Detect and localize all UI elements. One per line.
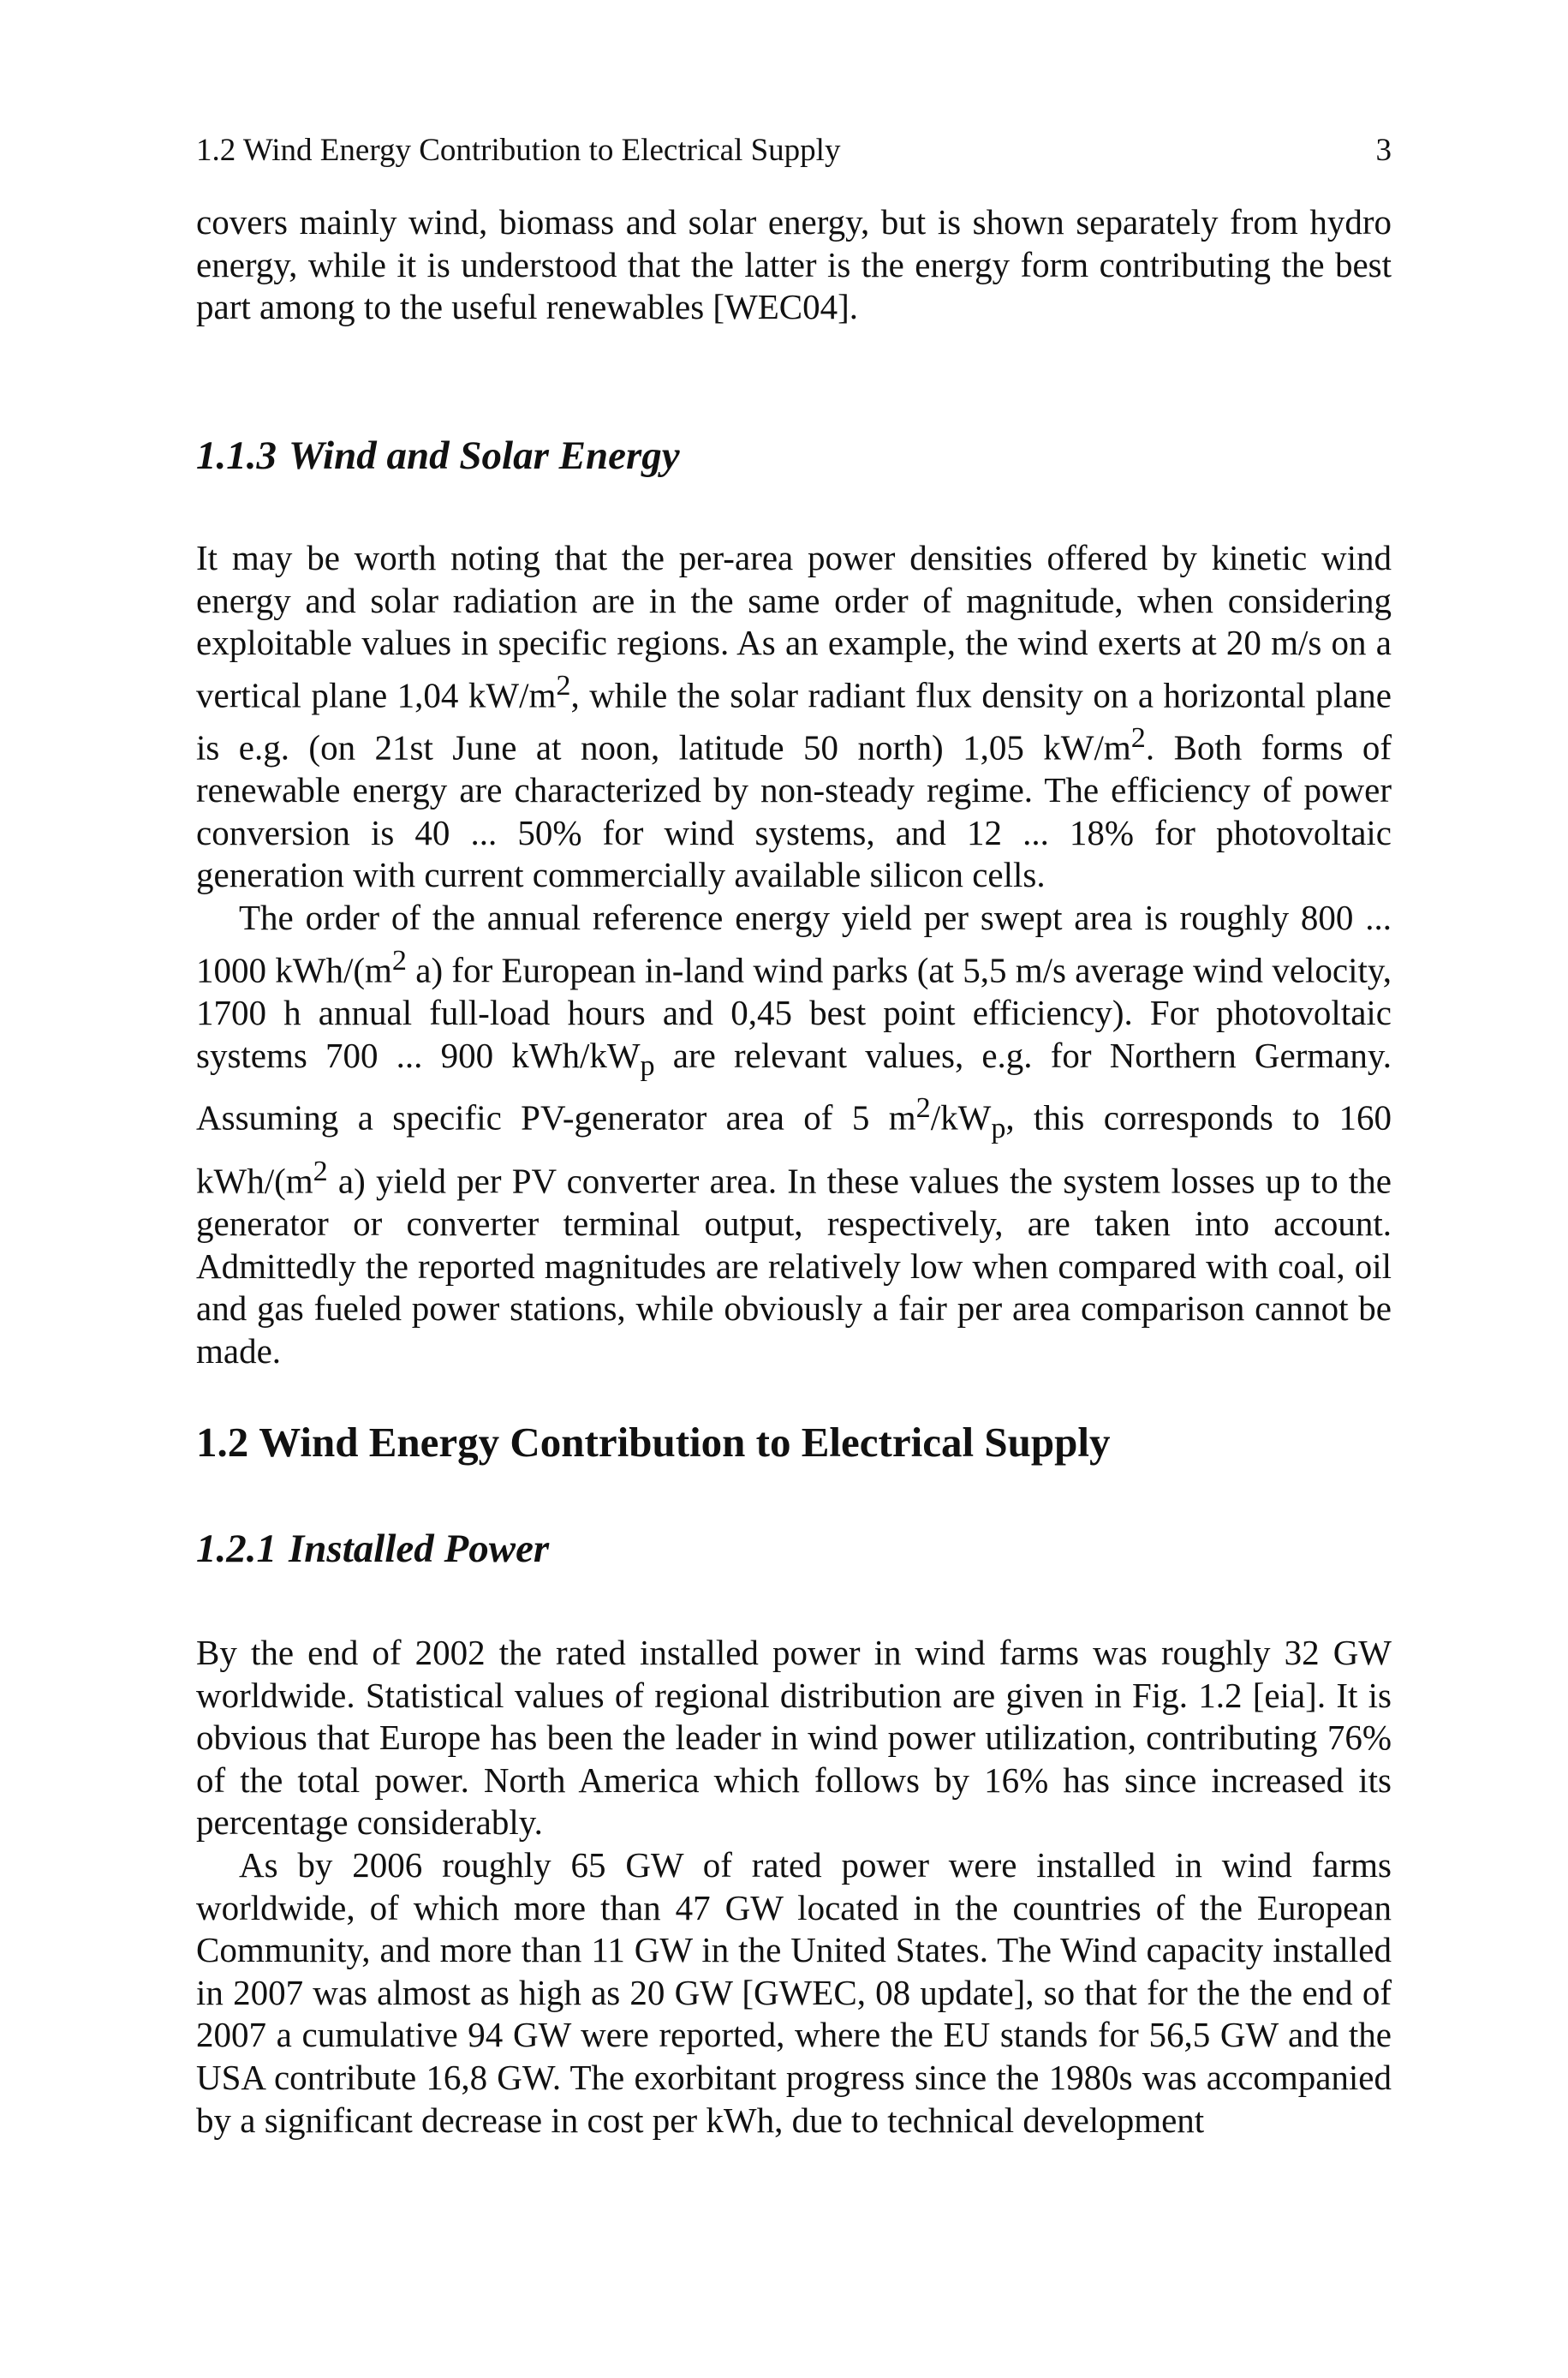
paragraph-installed-2002: By the end of 2002 the rated installed power in wind farms was roughly 32 GW worldwide. Statistical values of regional distribution are given in Fig. 1.2 [eia]. It is obvious that Europe has been the leader in wind power utilization, contributing 76% of the total power. North America which follows by 16% has since increased its percentage considerably. <box>196 1633 1392 1843</box>
section-number: 1.1.3 <box>196 433 277 478</box>
section-title: Wind and Solar Energy <box>289 433 680 478</box>
running-title: 1.2 Wind Energy Contribution to Electrical Supply <box>196 133 841 168</box>
section-1-2-heading <box>196 1418 1110 1467</box>
paragraph-power-densities: It may be worth noting that the per-area power densities offered by kinetic wind energy and solar radiation are in the same order of magnitude, when considering exploitable values in specific regions. As an example, the wind exerts at 20 m/s on a vertical plane 1,04 $kW/m^2$, while the solar radiant flux density on a horizontal plane is e.g. (on 21st June at noon, latitude 50 north) 1,05 $kW/m^2$. Both forms of renewable energy are characterized by non-steady regime. The efficiency of power conversion is 40 ... 50% for wind systems, and 12 ... 18% for photovoltaic generation with current commercially available silicon cells. <box>196 538 1392 895</box>
section-number: 1.2 <box>196 1419 249 1466</box>
intro-text-block <box>196 201 1392 329</box>
page-number: 3 <box>1375 133 1392 168</box>
intro-paragraph: covers mainly wind, biomass and solar energy, but is shown separately from hydro energy, while it is understood that the latter is the energy form contributing the best part among to the useful renewables [WEC04]. <box>196 202 1392 327</box>
paragraph-installed-2006: As by 2006 roughly 65 GW of rated power were installed in wind farms worldwide, of which more than 47 GW located in the countries of the European Community, and more than 11 GW in the United States. The Wind capacity installed in 2007 was almost as high as 20 GW [GWEC, 08 update], so that for the the end of 2007 a cumulative 94 GW were reported, where the EU stands for 56,5 GW and the USA contribute 16,8 GW. The exorbitant progress since the 1980s was accompanied by a significant decrease in cost per kWh, due to technical development <box>196 1844 1392 2140</box>
section-title: Installed Power <box>289 1527 550 1571</box>
section-1-1-3-heading <box>196 433 680 479</box>
section-1-2-1-heading <box>196 1526 549 1572</box>
paragraph-energy-yield: The order of the annual reference energy yield per swept area is roughly 800 ... 1000 kWh/($m^2$ a) for European in-land wind parks (at 5,5 m/s average wind velocity, 1700 h annual full-load hours and 0,45 best point efficiency). For photovoltaic systems 700 ... 900 kWh/$kW_p$ are relevant values, e.g. for Northern Germany. Assuming a specific PV-generator area of 5 $m^2/kW_p$, this corresponds to 160 kWh/($m^2$ a) yield per PV converter area. In these values the system losses up to the generator or converter terminal output, respectively, are taken into account. Admittedly the reported magnitudes are relatively low when compared with coal, oil and gas fueled power stations, while obviously a fair per area comparison cannot be made. <box>196 898 1392 1371</box>
section-title: Wind Energy Contribution to Electrical Supply <box>259 1419 1111 1466</box>
section-number: 1.2.1 <box>196 1527 277 1571</box>
running-header <box>196 128 1392 173</box>
section-1-2-1-body <box>196 1632 1392 2142</box>
section-1-1-3-body <box>196 537 1392 1372</box>
